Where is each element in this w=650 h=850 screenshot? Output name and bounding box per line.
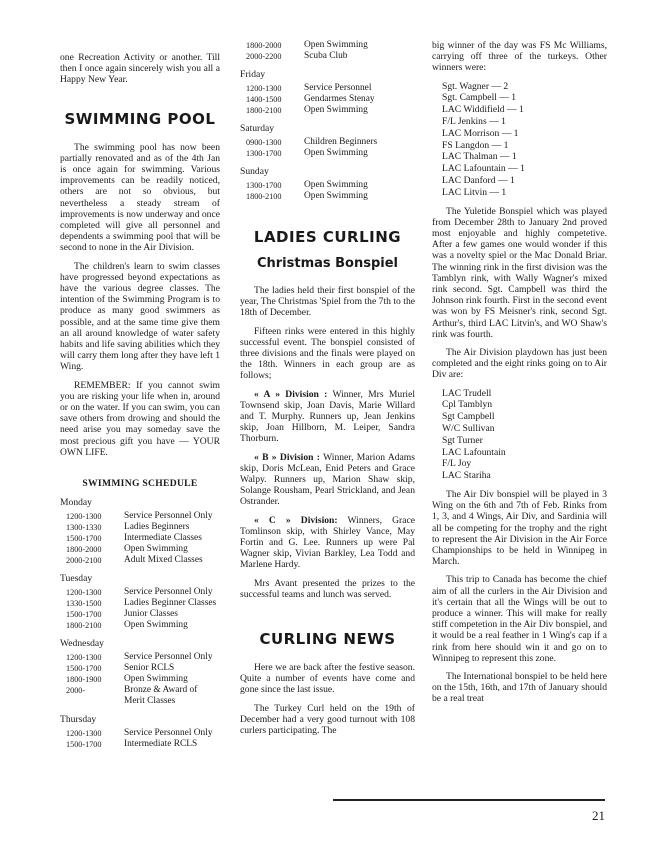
schedule-activity: Children Beginners <box>304 137 378 147</box>
day-label-thursday: Thursday <box>60 714 97 726</box>
schedule-row <box>60 652 220 663</box>
schedule-activity: Bronze & Award of Merit Classes <box>124 685 198 707</box>
schedule-row <box>60 522 220 533</box>
schedule-time: 2000- <box>66 686 86 696</box>
swim-paragraph-2: The children's learn to swim classes have progressed beyond expectations as have the various degree classes. The intention of the Swimming Program is to produce as many good swimmers as possible, and at the same time give them an all around knowledge of water safety habits and life saving abilities which they will carry them long after they have left 1 Wing. <box>60 260 220 373</box>
schedule-time: 1800-2000 <box>66 545 102 555</box>
schedule-time: 1200-1300 <box>246 84 282 93</box>
schedule-saturday <box>240 137 415 159</box>
schedule-activity: Adult Mixed Classes <box>124 555 203 566</box>
schedule-activity: Intermediate RCLS <box>124 739 198 750</box>
schedule-sunday <box>240 180 415 202</box>
schedule-row <box>240 137 415 148</box>
international-bonspiel-paragraph: The International bonspiel to be held here on the 15th, 16th, and 17th of January should be a real treat <box>432 671 607 705</box>
day-label-monday: Monday <box>60 497 92 509</box>
schedule-activity: Open Swimming <box>304 40 368 50</box>
schedule-row <box>60 598 220 609</box>
list-item: F/L Jenkins — 1 <box>442 116 506 127</box>
swimming-schedule-title: SWIMMING SCHEDULE <box>82 478 198 490</box>
division-c-paragraph <box>240 515 415 571</box>
schedule-activity: Open Swimming <box>124 620 188 631</box>
schedule-row <box>240 40 415 51</box>
schedule-activity: Open Swimming <box>124 544 188 555</box>
division-c-label: « C » Division: <box>254 514 338 526</box>
schedule-activity: Scuba Club <box>304 51 348 61</box>
swim-paragraph-1: The swimming pool has now been partially renovated and as of the 4th Jan is once again for swimming. Various improvements can be readily noticed, others are not so obvious, but nevertheless a steady stream of improvements is now underway and once completed will give all personnel and dependents a swimming pool that will be second to none in the Air Division. <box>60 141 220 254</box>
list-item: LAC Lafountain <box>442 446 506 458</box>
schedule-continued <box>240 40 415 62</box>
division-a-label: « A » Division : <box>254 388 328 400</box>
list-item: Sgt. Wagner — 2 <box>442 80 509 92</box>
schedule-activity: Open Swimming <box>304 180 368 190</box>
list-item: LAC Litvin — 1 <box>442 186 507 198</box>
list-item: Sgt. Campbell — 1 <box>442 92 517 104</box>
schedule-time: 1200-1300 <box>66 653 102 663</box>
schedule-activity: Open Swimming <box>304 105 368 115</box>
schedule-activity: Open Swimming <box>124 674 188 685</box>
ladies-paragraph-1: The ladies held their first bonspiel of the year, The Christmas 'Spiel from the 7th to the 18th of December. <box>240 285 415 319</box>
schedule-row <box>60 663 220 674</box>
division-c-text: Winners, Grace Tomlinson skip, with Shirley Vance, May Fortin and G. Lee. Runners up were Pal Wagner skip, Vivian Barkley, Lea Todd and Marlene Hardy. <box>240 514 415 571</box>
schedule-time: 1800-2000 <box>246 41 282 50</box>
list-item: Sgt Campbell <box>442 411 495 423</box>
day-label-friday: Friday <box>240 69 266 80</box>
list-item: LAC Thalman — 1 <box>442 151 517 163</box>
day-label-saturday: Saturday <box>240 123 275 134</box>
list-item: Sgt Turner <box>442 434 483 446</box>
curling-paragraph-2: The Turkey Curl held on the 19th of December had a very good turnout with 108 curlers participating. The <box>240 702 415 737</box>
schedule-time: 2000-2100 <box>66 556 102 566</box>
column-middle <box>240 40 415 743</box>
schedule-time: 1500-1700 <box>66 740 102 750</box>
schedule-row <box>240 83 415 94</box>
list-item: LAC Stariha <box>442 470 491 482</box>
curling-paragraph-1: Here we are back after the festive season. Quite a number of events have come and gone since the last issue. <box>240 662 415 696</box>
division-a-paragraph <box>240 389 415 445</box>
schedule-row <box>60 544 220 555</box>
schedule-activity: Intermediate Classes <box>124 533 202 544</box>
schedule-activity: Service Personnel Only <box>124 587 213 598</box>
schedule-activity: Open Swimming <box>304 191 368 201</box>
division-b-paragraph <box>240 452 415 508</box>
schedule-time: 1500-1700 <box>66 664 102 674</box>
schedule-row <box>60 587 220 598</box>
division-a-text: Winner, Mrs Muriel Townsend skip, Joan Davis, Marie Willard and T. Murphy. Runners up, Jean Jenkins skip, Joan Hillborn, M. Leiper, Sandra Thorburn. <box>240 388 415 445</box>
playdown-paragraph: The Air Division playdown has just been completed and the eight rinks going on to Air Div are: <box>432 347 607 381</box>
schedule-tuesday <box>60 587 220 631</box>
schedule-time: 1200-1300 <box>66 588 102 598</box>
column-left <box>60 52 220 750</box>
footer-rule <box>333 799 605 801</box>
schedule-activity: Service Personnel Only <box>124 652 213 663</box>
schedule-activity: Senior RCLS <box>124 663 175 674</box>
schedule-monday <box>60 511 220 566</box>
schedule-row <box>60 728 220 739</box>
list-item: Cpl Tamblyn <box>442 399 493 411</box>
list-item: LAC Morrison — 1 <box>442 127 519 139</box>
schedule-time: 1800-2100 <box>246 106 282 115</box>
column-right <box>432 40 607 712</box>
list-item: LAC Lafountain — 1 <box>442 163 525 175</box>
schedule-activity: Open Swimming <box>304 148 368 158</box>
schedule-row <box>240 105 415 116</box>
schedule-friday <box>240 83 415 116</box>
schedule-row <box>240 191 415 202</box>
day-label-sunday: Sunday <box>240 166 269 177</box>
schedule-time: 1200-1300 <box>66 729 102 739</box>
yuletide-paragraph: The Yuletide Bonspiel which was played from December 28th to January 2nd proved most enjoyable and highly competetive. After a few games one would wonder if this was a novelty spiel or the Mac Donald Briar. The winning rink in the first division was the Tamblyn rink, with Wally Wagner's mixed rink second. Sgt. Campbell was third the Johnson rink fourth. First in the second event was won by FS Meisner's rink, second Sgt. Arthur's, third LAC Litvin's, and WO Shaw's rink was fourth. <box>432 205 607 340</box>
schedule-row <box>60 609 220 620</box>
schedule-row <box>60 674 220 685</box>
ladies-paragraph-2: Fifteen rinks were entered in this highly successful event. The bonspiel consisted of three divisions and the finals were played on the 18th. Winners in each group are as follows; <box>240 325 415 382</box>
schedule-time: 1300-1700 <box>246 181 282 190</box>
schedule-time: 1800-2100 <box>66 621 102 631</box>
list-item: LAC Trudell <box>442 387 492 399</box>
schedule-time: 1400-1500 <box>246 95 282 104</box>
page-number: 21 <box>592 808 605 823</box>
schedule-row <box>240 148 415 159</box>
schedule-activity: Ladies Beginner Classes <box>124 598 217 609</box>
list-item: F/L Joy <box>442 458 472 470</box>
schedule-activity: Junior Classes <box>124 609 178 620</box>
schedule-row <box>240 180 415 191</box>
schedule-time: 1500-1700 <box>66 610 102 620</box>
swimming-pool-heading: SWIMMING POOL <box>64 109 216 128</box>
schedule-row <box>60 739 220 750</box>
schedule-thursday <box>60 728 220 750</box>
schedule-row <box>60 620 220 631</box>
list-item: LAC Danford — 1 <box>442 174 515 186</box>
day-label-wednesday: Wednesday <box>60 638 104 650</box>
swim-paragraph-3: REMEMBER: If you cannot swim you are risking your life when in, around or on the water. If you can swim, you can save others from drowing and should the need arise you may someday save the most precious gift you have — YOUR OWN LIFE. <box>60 379 220 458</box>
division-b-label: « B » Division : <box>254 451 320 463</box>
schedule-row <box>60 533 220 544</box>
schedule-time: 0900-1300 <box>246 138 282 147</box>
air-div-bonspiel-paragraph: The Air Div bonspiel will be played in 3 Wing on the 6th and 7th of Feb. Rinks from 1, 3, and 4 Wings, Air Div, and Sardinia will all be competing for the trophy and the right to represent the Air Division in the Air Force Championships to be held in Winnipeg in March. <box>432 489 607 568</box>
canada-trip-paragraph: This trip to Canada has become the chief aim of all the curlers in the Air Division and it's certain that all the Wings will be out to produce a winner. This will make for really stiff competetion in the Air Div bonspiel, and it would be a real feather in 1 Wing's cap if a rink from here should win it and go on to Winnipeg to represent this zone. <box>432 574 607 664</box>
schedule-row <box>60 555 220 566</box>
turkey-winners-list <box>442 81 607 199</box>
list-item: FS Langdon — 1 <box>442 139 509 151</box>
schedule-time: 1300-1330 <box>66 523 102 533</box>
list-item: LAC Widdifield — 1 <box>442 104 524 116</box>
schedule-time: 1800-2100 <box>246 192 282 201</box>
schedule-time: 1200-1300 <box>66 512 102 522</box>
schedule-row <box>60 685 220 707</box>
schedule-time: 2000-2200 <box>246 52 282 61</box>
schedule-activity: Ladies Beginners <box>124 522 190 533</box>
schedule-activity: Service Personnel Only <box>124 728 213 739</box>
rinks-list <box>442 388 607 482</box>
division-b-text: Winner, Marion Adams skip, Doris McLean, Enid Peters and Grace Walpy. Runners up, Marion Shaw skip, Solange Rousham, Pearl Strickland, and Jean Ostrander. <box>240 451 416 508</box>
winners-intro: big winner of the day was FS Mc Williams, carrying off three of the turkeys. Other winners were: <box>432 40 607 74</box>
schedule-activity: Service Personnel Only <box>124 511 213 522</box>
schedule-time: 1800-1900 <box>66 675 102 685</box>
schedule-wednesday <box>60 652 220 707</box>
schedule-time: 1330-1500 <box>66 599 102 609</box>
schedule-activity: Service Personnel <box>304 83 372 93</box>
curling-news-heading: CURLING NEWS <box>259 630 396 649</box>
schedule-activity: Gendarmes Stenay <box>304 94 375 104</box>
intro-paragraph: one Recreation Activity or another. Till then I once again sincerely wish you all a Happy New Year. <box>60 52 220 86</box>
list-item: W/C Sullivan <box>442 423 495 435</box>
schedule-row <box>60 511 220 522</box>
christmas-bonspiel-heading: Christmas Bonspiel <box>256 256 399 271</box>
day-label-tuesday: Tuesday <box>60 573 93 585</box>
schedule-row <box>240 51 415 62</box>
schedule-time: 1300-1700 <box>246 149 282 158</box>
schedule-row <box>240 94 415 105</box>
ladies-curling-heading: LADIES CURLING <box>253 228 402 246</box>
ladies-paragraph-3: Mrs Avant presented the prizes to the successful teams and lunch was served. <box>240 577 415 600</box>
schedule-time: 1500-1700 <box>66 534 102 544</box>
